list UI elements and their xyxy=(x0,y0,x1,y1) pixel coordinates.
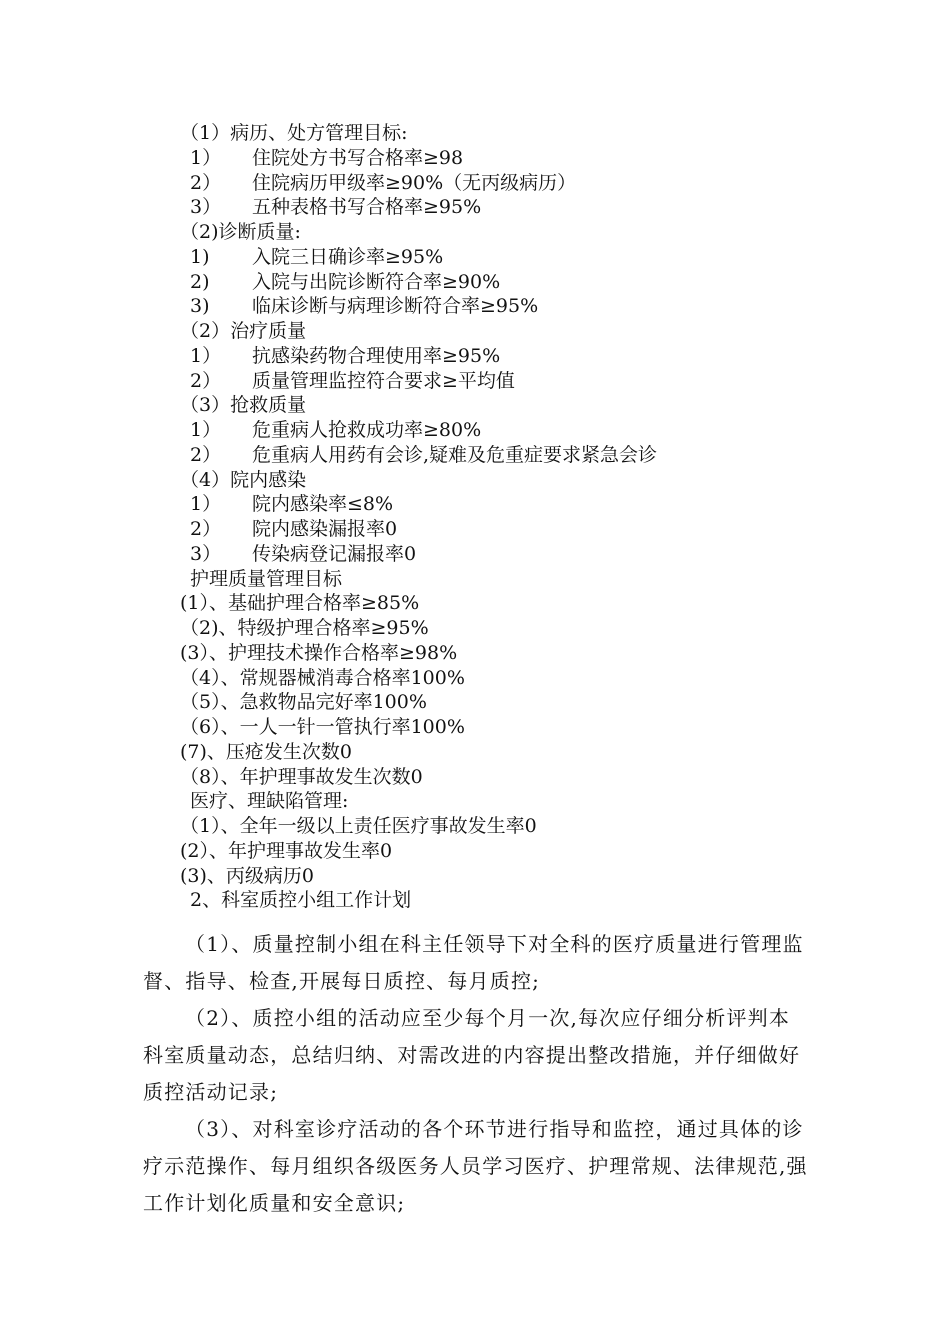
item-text: 院内感染漏报率0 xyxy=(252,518,398,540)
item-text: 入院与出院诊断符合率≥90% xyxy=(252,271,501,293)
item-number: 1） xyxy=(190,419,222,441)
paragraph: （1）、质量控制小组在科主任领导下对全科的医疗质量进行管理监督、指导、检查,开展每日质控、每月质控; xyxy=(143,932,804,993)
item-number: 2） xyxy=(190,518,222,540)
list-item xyxy=(190,344,500,368)
list-item xyxy=(190,542,416,566)
list-item: （5）、急救物品完好率100% xyxy=(180,691,427,713)
item-number: 2） xyxy=(190,172,222,194)
section-heading: （3）抢救质量 xyxy=(180,394,307,416)
item-number: 1) xyxy=(190,246,210,268)
item-number: 1） xyxy=(190,147,222,169)
item-text: 住院病历甲级率≥90%（无丙级病历） xyxy=(252,172,577,194)
section-heading: （2)诊断质量: xyxy=(180,221,301,243)
paragraph: （2）、质控小组的活动应至少每个月一次,每次应仔细分析评判本科室质量动态，总结归纳、对需改进的内容提出整改措施，并仔细做好质控活动记录; xyxy=(143,1006,801,1104)
list-item xyxy=(190,369,515,393)
section-heading: （1）病历、处方管理目标: xyxy=(180,122,408,144)
item-text: 危重病人抢救成功率≥80% xyxy=(252,419,482,441)
list-item: （6）、一人一针一管执行率100% xyxy=(180,716,465,738)
list-item xyxy=(190,517,397,541)
list-item: (1）、基础护理合格率≥85% xyxy=(180,592,420,614)
item-number: 3） xyxy=(190,543,222,565)
item-number: 1） xyxy=(190,345,222,367)
item-text: 抗感染药物合理使用率≥95% xyxy=(252,345,501,367)
section-heading: 2、科室质控小组工作计划 xyxy=(190,889,412,911)
list-item: （2)、特级护理合格率≥95% xyxy=(180,617,429,639)
list-item: (2）、年护理事故发生率0 xyxy=(180,840,393,862)
list-item xyxy=(190,294,538,318)
list-item xyxy=(190,171,576,195)
item-number: 3) xyxy=(190,295,210,317)
list-item: （8）、年护理事故发生次数0 xyxy=(180,766,423,788)
item-text: 五种表格书写合格率≥95% xyxy=(252,196,482,218)
section-heading: 护理质量管理目标 xyxy=(190,568,343,590)
section-heading: （4）院内感染 xyxy=(180,469,307,491)
item-number: 1） xyxy=(190,493,222,515)
item-text: 住院处方书写合格率≥98 xyxy=(252,147,464,169)
list-item: (3)、丙级病历0 xyxy=(180,865,315,887)
list-item xyxy=(190,418,481,442)
list-item xyxy=(190,146,463,170)
item-number: 2) xyxy=(190,271,210,293)
section-heading: （2）治疗质量 xyxy=(180,320,307,342)
item-number: 2） xyxy=(190,370,222,392)
item-number: 3） xyxy=(190,196,222,218)
item-text: 质量管理监控符合要求≥平均值 xyxy=(252,370,515,392)
list-item xyxy=(190,270,500,294)
list-item xyxy=(190,492,393,516)
item-text: 临床诊断与病理诊断符合率≥95% xyxy=(252,295,539,317)
paragraph: （3）、对科室诊疗活动的各个环节进行指导和监控，通过具体的诊疗示范操作、每月组织各级医务人员学习医疗、护理常规、法律规范,强工作计划化质量和安全意识; xyxy=(143,1117,808,1215)
list-item xyxy=(190,195,481,219)
list-item: （1）、全年一级以上责任医疗事故发生率0 xyxy=(180,815,537,837)
item-text: 院内感染率≤8% xyxy=(252,493,394,515)
list-item xyxy=(190,443,657,467)
item-number: 2） xyxy=(190,444,222,466)
item-text: 传染病登记漏报率0 xyxy=(252,543,417,565)
item-text: 危重病人用药有会诊,疑难及危重症要求紧急会诊 xyxy=(252,444,658,466)
list-item: (7)、压疮发生次数0 xyxy=(180,741,353,763)
list-item: （4）、常规器械消毒合格率100% xyxy=(180,667,465,689)
list-item: (3）、护理技术操作合格率≥98% xyxy=(180,642,458,664)
item-text: 入院三日确诊率≥95% xyxy=(252,246,444,268)
section-heading: 医疗、理缺陷管理: xyxy=(190,790,349,812)
list-item xyxy=(190,245,443,269)
